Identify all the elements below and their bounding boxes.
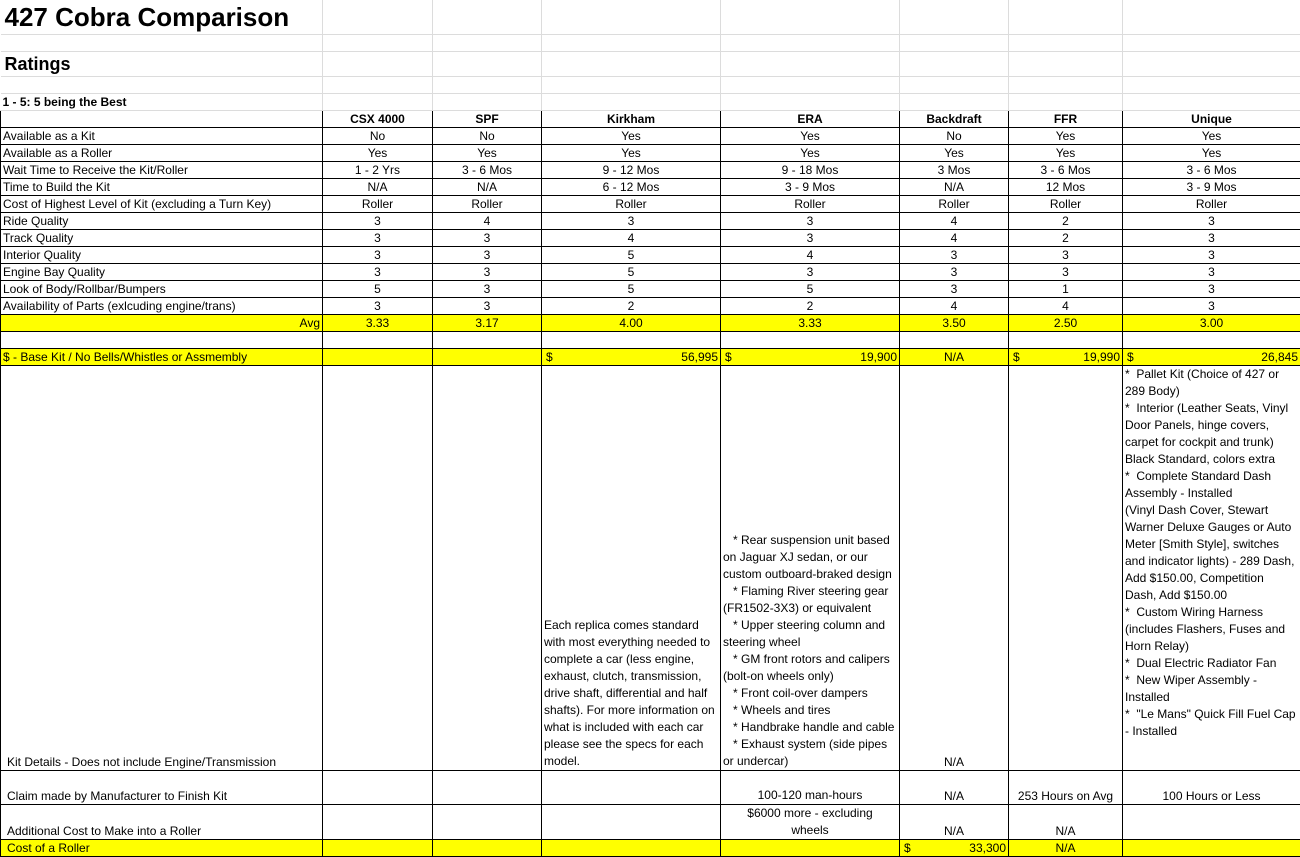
currency-symbol: $ [546, 349, 553, 365]
table-cell: 5 [721, 281, 900, 298]
table-row [1, 213, 1300, 230]
table-cell: 3 [900, 281, 1009, 298]
table-cell: 3 [433, 264, 542, 281]
table-cell: Yes [1009, 128, 1123, 145]
table-cell: Roller [323, 196, 433, 213]
table-cell: Yes [1009, 145, 1123, 162]
table-cell: 2 [1009, 230, 1123, 247]
table-cell: 3 [721, 230, 900, 247]
table-row [1, 128, 1300, 145]
table-cell: 3 [1009, 264, 1123, 281]
average-row [1, 315, 1300, 332]
table-cell: 5 [542, 281, 721, 298]
currency-symbol: $ [1013, 349, 1020, 365]
table-cell: 3 [721, 213, 900, 230]
page-title: 427 Cobra Comparison [1, 0, 323, 35]
average-cell: 3.33 [323, 315, 433, 332]
currency-symbol: $ [1127, 349, 1134, 365]
row-label: Time to Build the Kit [1, 179, 323, 196]
table-cell: Yes [721, 145, 900, 162]
table-cell: 3 [1123, 230, 1300, 247]
roller-cost-ffr: N/A [1009, 840, 1123, 857]
table-cell: Yes [542, 145, 721, 162]
row-label: Cost of Highest Level of Kit (excluding a Turn Key) [1, 196, 323, 213]
base-kit-price-era: $ 19,900 [721, 349, 900, 366]
base-kit-row [1, 349, 1300, 366]
table-cell: 4 [542, 230, 721, 247]
rating-scale-note: 1 - 5: 5 being the Best [1, 94, 323, 111]
table-cell: Roller [433, 196, 542, 213]
average-cell: 3.00 [1123, 315, 1300, 332]
additional-cost-era: $6000 more - excluding wheels [721, 805, 900, 840]
table-cell: 3 [1123, 247, 1300, 264]
row-label: Available as a Kit [1, 128, 323, 145]
table-cell: 3 [1009, 247, 1123, 264]
average-label: Avg [1, 315, 323, 332]
base-kit-price-backdraft: N/A [900, 349, 1009, 366]
table-cell: 4 [900, 298, 1009, 315]
table-cell: 4 [721, 247, 900, 264]
claim-unique: 100 Hours or Less [1123, 771, 1300, 805]
table-cell: 3 [1123, 264, 1300, 281]
row-label: Wait Time to Receive the Kit/Roller [1, 162, 323, 179]
table-cell: Yes [323, 145, 433, 162]
table-cell: 3 Mos [900, 162, 1009, 179]
table-cell: 3 [542, 213, 721, 230]
table-cell: 3 [1123, 213, 1300, 230]
table-cell: 3 [900, 264, 1009, 281]
table-cell: N/A [900, 179, 1009, 196]
roller-cost-backdraft: $ 33,300 [900, 840, 1009, 857]
table-cell: 12 Mos [1009, 179, 1123, 196]
average-cell: 3.50 [900, 315, 1009, 332]
table-cell: 3 [323, 247, 433, 264]
table-cell: 3 [433, 298, 542, 315]
table-cell: 3 [1123, 281, 1300, 298]
table-row [1, 247, 1300, 264]
table-cell: 9 - 18 Mos [721, 162, 900, 179]
table-cell: Yes [900, 145, 1009, 162]
kit-details-unique: * Pallet Kit (Choice of 427 or 289 Body) * Interior (Leather Seats, Vinyl Door Panels, hinge covers, carpet for cockpit and trunk) Black Standard, colors extra * Complete Standard Dash Assembly - Installed (Vinyl Dash Cover, Stewart Warner Deluxe Gauges or Auto Meter [Smith Style], switches and indicator lights) - 289 Dash, Add $150.00, Competition Dash, Add $150.00 * Custom Wiring Harness (includes Flashers, Fuses and Horn Relay) * Dual Electric Radiator Fan * New Wiper Assembly - Installed * "Le Mans" Quick Fill Fuel Cap - Installed [1123, 366, 1300, 771]
table-cell: 1 - 2 Yrs [323, 162, 433, 179]
table-cell: Yes [721, 128, 900, 145]
table-cell: 3 [433, 230, 542, 247]
table-cell: 5 [323, 281, 433, 298]
table-cell: 5 [542, 264, 721, 281]
table-cell: 3 [433, 247, 542, 264]
table-cell: 6 - 12 Mos [542, 179, 721, 196]
table-cell: Yes [1123, 128, 1300, 145]
table-cell: 2 [542, 298, 721, 315]
table-cell: No [900, 128, 1009, 145]
table-cell: 3 [900, 247, 1009, 264]
row-label: Engine Bay Quality [1, 264, 323, 281]
table-cell: 4 [900, 213, 1009, 230]
table-cell: Roller [1009, 196, 1123, 213]
kit-details-kirkham: Each replica comes standard with most everything needed to complete a car (less engine, exhaust, clutch, transmission, drive shaft, differential and half shafts). For more information on what is included with each car please see the specs for each model. [542, 366, 721, 771]
additional-cost-ffr: N/A [1009, 805, 1123, 840]
table-row [1, 196, 1300, 213]
table-cell: 4 [900, 230, 1009, 247]
table-cell: 3 - 9 Mos [1123, 179, 1300, 196]
table-cell: 3 [1123, 298, 1300, 315]
table-cell: 3 [721, 264, 900, 281]
table-cell: 5 [542, 247, 721, 264]
table-row [1, 145, 1300, 162]
spacer-row [1, 332, 1300, 349]
table-cell: 9 - 12 Mos [542, 162, 721, 179]
table-cell: No [433, 128, 542, 145]
column-header: FFR [1009, 111, 1123, 128]
row-label: Availability of Parts (exlcuding engine/trans) [1, 298, 323, 315]
currency-symbol: $ [904, 840, 911, 856]
claim-ffr: 253 Hours on Avg [1009, 771, 1123, 805]
row-label: Interior Quality [1, 247, 323, 264]
additional-cost-row [1, 805, 1300, 840]
column-header: SPF [433, 111, 542, 128]
table-cell: Roller [542, 196, 721, 213]
table-cell: Yes [542, 128, 721, 145]
table-cell: 3 [323, 230, 433, 247]
average-cell: 3.33 [721, 315, 900, 332]
table-cell: 3 [323, 264, 433, 281]
table-cell: 2 [721, 298, 900, 315]
roller-cost-label: Cost of a Roller [1, 840, 323, 857]
row-label: Track Quality [1, 230, 323, 247]
table-cell: No [323, 128, 433, 145]
table-row [1, 179, 1300, 196]
table-cell: Roller [721, 196, 900, 213]
row-label: Available as a Roller [1, 145, 323, 162]
table-cell: Roller [1123, 196, 1300, 213]
table-cell: 3 - 6 Mos [1123, 162, 1300, 179]
column-header: ERA [721, 111, 900, 128]
header-row [1, 111, 1300, 128]
section-subtitle: Ratings [1, 52, 323, 77]
claim-label: Claim made by Manufacturer to Finish Kit [1, 771, 323, 805]
table-cell: Roller [900, 196, 1009, 213]
claim-era: 100-120 man-hours [721, 771, 900, 805]
row-label: Look of Body/Rollbar/Bumpers [1, 281, 323, 298]
additional-cost-backdraft: N/A [900, 805, 1009, 840]
claim-backdraft: N/A [900, 771, 1009, 805]
table-row [1, 162, 1300, 179]
claim-row [1, 771, 1300, 805]
table-cell: 3 [323, 298, 433, 315]
table-cell: Yes [433, 145, 542, 162]
average-cell: 3.17 [433, 315, 542, 332]
kit-details-era: * Rear suspension unit based on Jaguar XJ sedan, or our custom outboard-braked design * Flaming River steering gear (FR1502-3X3) or equivalent * Upper steering column and steering wheel * GM front rotors and calipers (bolt-on wheels only) * Front coil-over dampers * Wheels and tires * Handbrake handle and cable * Exhaust system (side pipes or undercar) [721, 366, 900, 771]
table-row [1, 230, 1300, 247]
average-cell: 4.00 [542, 315, 721, 332]
table-row [1, 281, 1300, 298]
currency-symbol: $ [725, 349, 732, 365]
table-cell: 3 - 6 Mos [433, 162, 542, 179]
column-header: Unique [1123, 111, 1300, 128]
base-kit-label: $ - Base Kit / No Bells/Whistles or Assmembly [1, 349, 323, 366]
table-row [1, 298, 1300, 315]
roller-cost-row [1, 840, 1300, 857]
average-cell: 2.50 [1009, 315, 1123, 332]
base-kit-price-unique: $ 26,845 [1123, 349, 1300, 366]
table-cell: N/A [323, 179, 433, 196]
table-cell: 3 - 6 Mos [1009, 162, 1123, 179]
kit-details-row [1, 366, 1300, 771]
column-header: Kirkham [542, 111, 721, 128]
table-cell: 1 [1009, 281, 1123, 298]
additional-cost-label: Additional Cost to Make into a Roller [1, 805, 323, 840]
table-cell: N/A [433, 179, 542, 196]
kit-details-label: Kit Details - Does not include Engine/Transmission [1, 366, 323, 771]
base-kit-price-ffr: $ 19,990 [1009, 349, 1123, 366]
table-cell: 3 [433, 281, 542, 298]
table-row [1, 264, 1300, 281]
column-header: Backdraft [900, 111, 1009, 128]
row-label: Ride Quality [1, 213, 323, 230]
base-kit-price-kirkham: $ 56,995 [542, 349, 721, 366]
table-cell: 4 [1009, 298, 1123, 315]
table-cell: 3 [323, 213, 433, 230]
table-cell: 3 - 9 Mos [721, 179, 900, 196]
table-cell: 2 [1009, 213, 1123, 230]
kit-details-backdraft: N/A [900, 366, 1009, 771]
column-header: CSX 4000 [323, 111, 433, 128]
table-cell: 4 [433, 213, 542, 230]
table-cell: Yes [1123, 145, 1300, 162]
